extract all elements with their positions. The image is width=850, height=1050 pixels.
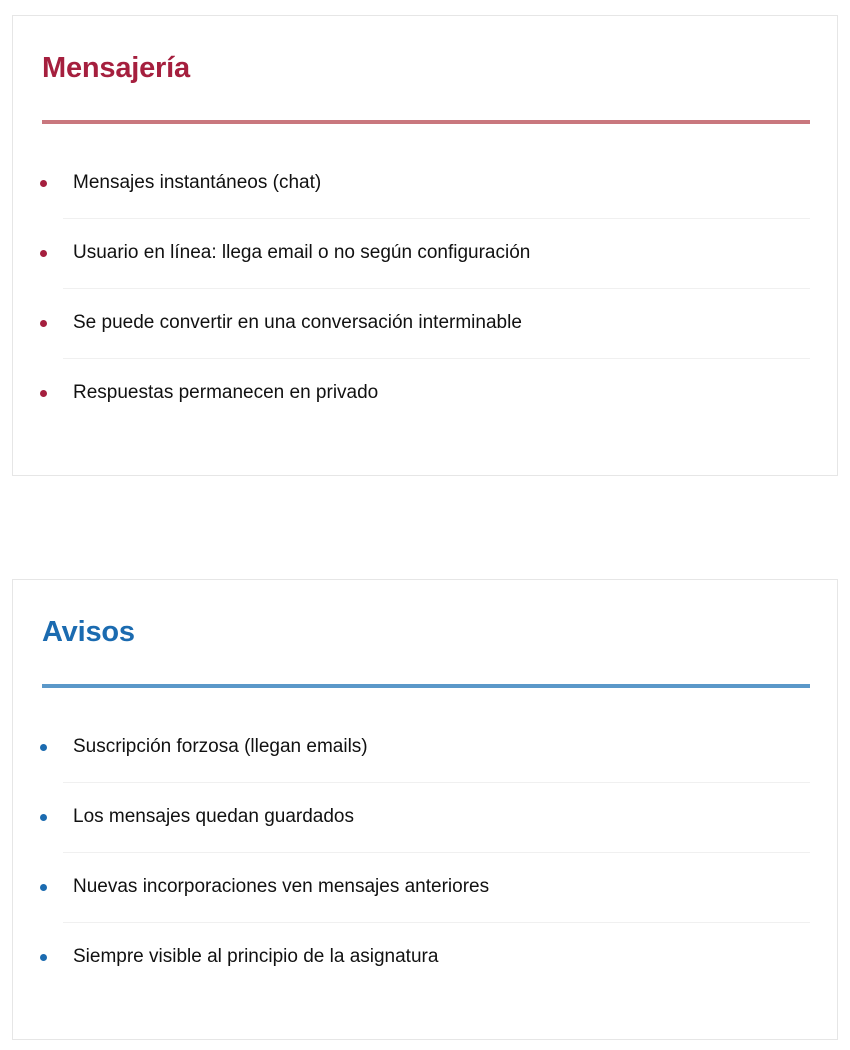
section-card-mensajeria	[12, 15, 838, 476]
section-card-avisos	[12, 579, 838, 1040]
bullet-dot-icon	[40, 180, 47, 187]
list-item	[13, 289, 839, 359]
section-title: Mensajería	[42, 52, 190, 84]
list-item-text: Mensajes instantáneos (chat)	[73, 172, 322, 193]
list-item	[13, 783, 839, 853]
list-item-text: Respuestas permanecen en privado	[73, 382, 379, 403]
section-title: Avisos	[42, 616, 135, 648]
title-underline	[42, 684, 810, 688]
bullet-dot-icon	[40, 884, 47, 891]
list-item	[13, 149, 839, 219]
list-item	[13, 853, 839, 923]
bullet-dot-icon	[40, 814, 47, 821]
list-item-text: Los mensajes quedan guardados	[73, 806, 354, 827]
bullet-dot-icon	[40, 320, 47, 327]
list-item-text: Se puede convertir en una conversación interminable	[73, 312, 522, 333]
list-item-text: Nuevas incorporaciones ven mensajes anteriores	[73, 876, 490, 897]
list-item-text: Siempre visible al principio de la asignatura	[73, 946, 439, 967]
bullet-dot-icon	[40, 954, 47, 961]
bullet-list	[13, 713, 839, 993]
list-item	[13, 359, 839, 429]
title-underline	[42, 120, 810, 124]
bullet-dot-icon	[40, 744, 47, 751]
list-item-text: Usuario en línea: llega email o no según configuración	[73, 242, 531, 263]
list-item	[13, 219, 839, 289]
list-item	[13, 923, 839, 993]
list-item	[13, 713, 839, 783]
bullet-dot-icon	[40, 250, 47, 257]
list-item-text: Suscripción forzosa (llegan emails)	[73, 736, 368, 757]
bullet-list	[13, 149, 839, 429]
bullet-dot-icon	[40, 390, 47, 397]
